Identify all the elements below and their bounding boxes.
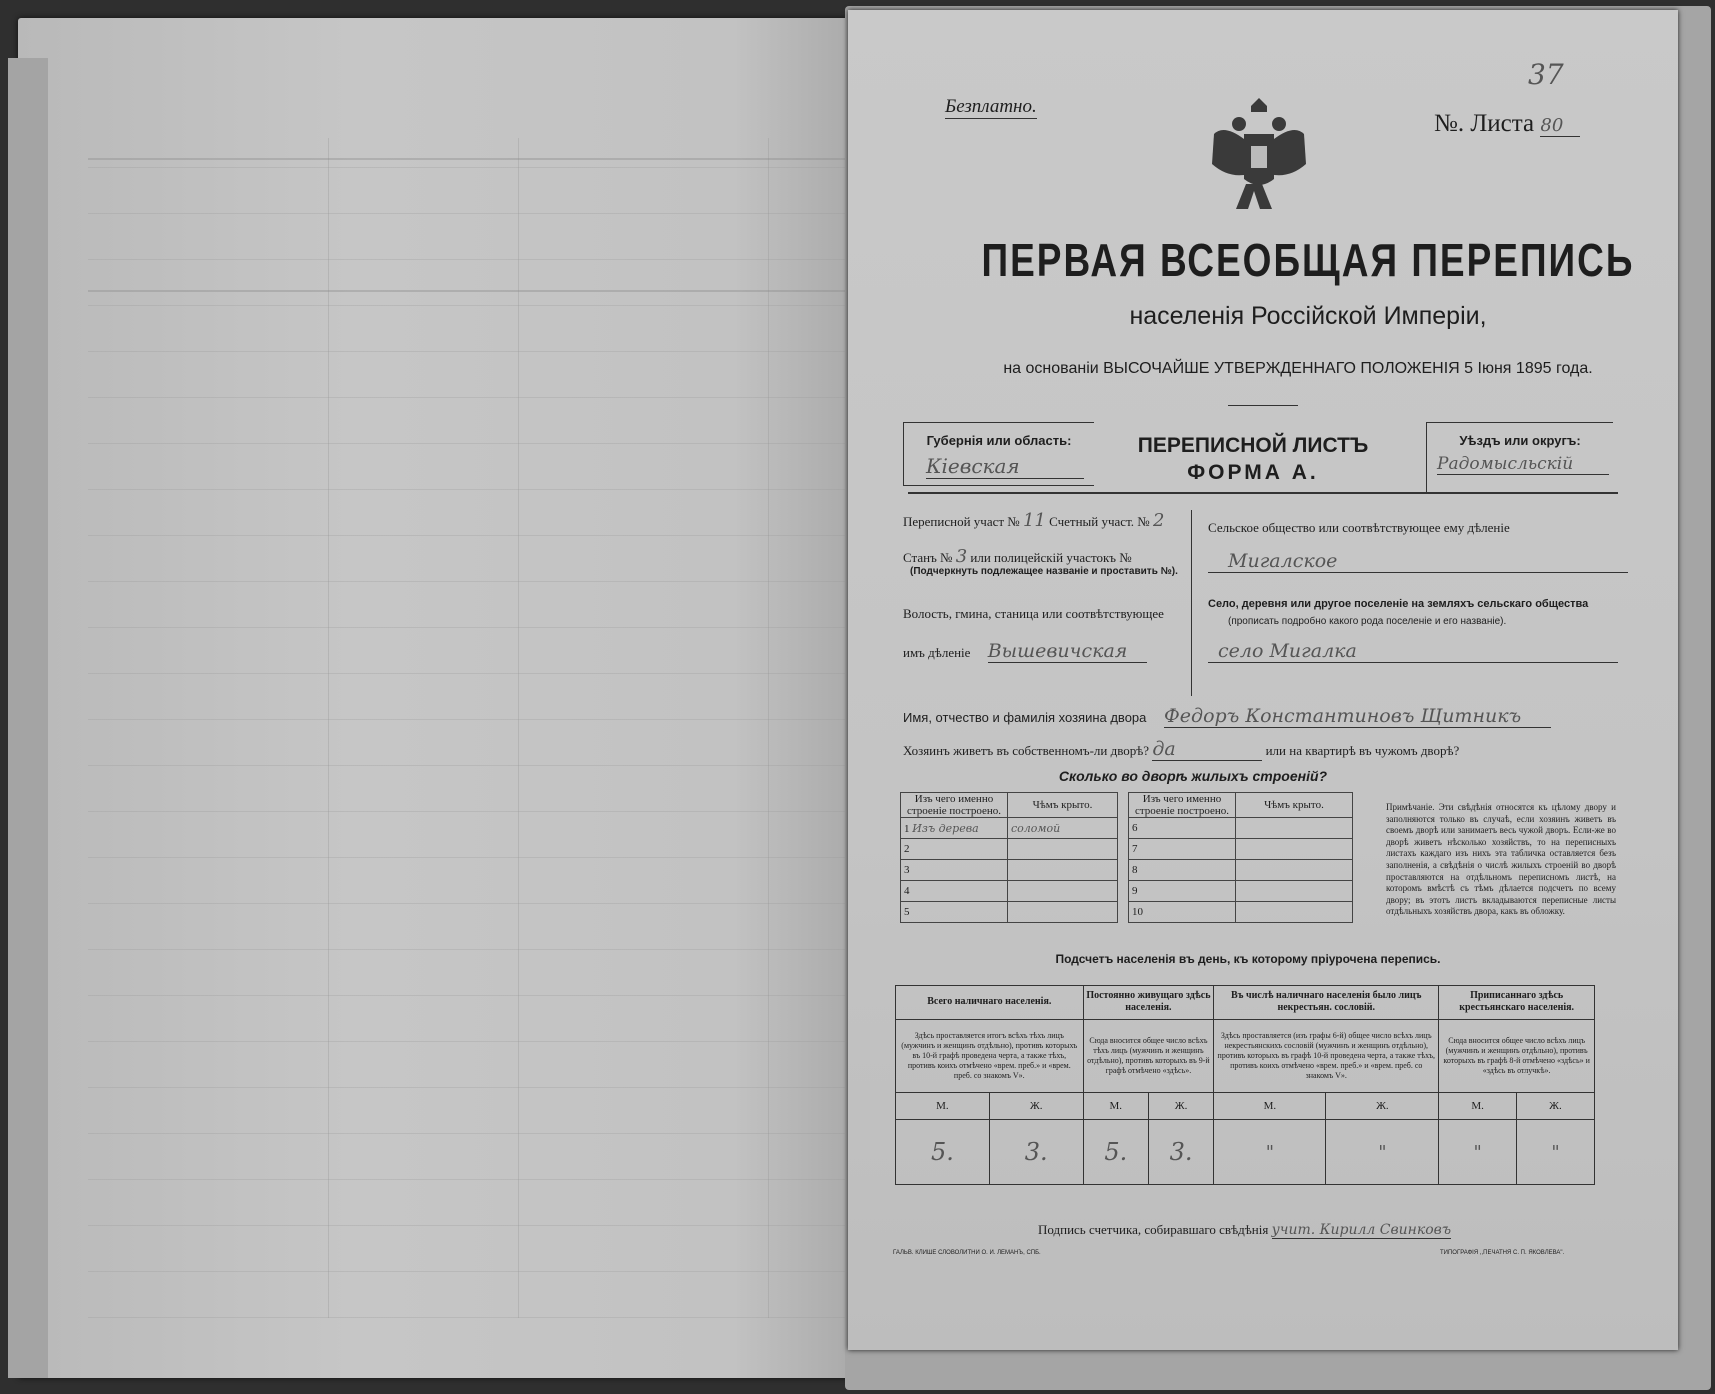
province-box [903, 422, 1094, 486]
count-value: " [1214, 1120, 1326, 1185]
table-row: 8 [1129, 860, 1353, 881]
table-row: 9 [1129, 881, 1353, 902]
roof-header: Чѣмъ крыто. [1008, 793, 1118, 818]
owner-line [903, 705, 1623, 727]
table-row: 7 [1129, 839, 1353, 860]
count-col-title: Въ числѣ наличнаго населенія было лицъ некрестьян. сословій. [1214, 986, 1439, 1020]
count-col-desc: Здѣсь проставляется (изъ графы 6-й) общее число всѣхъ лицъ некрестьянскихъ сословій (мужчинъ и женщинъ отдѣльно), противъ которыхъ въ графѣ 10-й проведена черта, а также тѣхъ, противъ коихъ отмѣчено «врем. преб.» и «врем. преб. со знакомъ V». [1214, 1019, 1439, 1092]
bleed-through-grid [88, 138, 858, 1318]
own-house-label: Хозяинъ живетъ въ собственномъ-ли дворѣ? [903, 743, 1150, 758]
page-stack-edge [8, 58, 48, 1378]
male-header: М. [1439, 1092, 1517, 1119]
volost-line [903, 640, 1233, 662]
form-type-title: ПЕРЕПИСНОЙ ЛИСТЪ [1137, 434, 1369, 457]
census-area-line [903, 510, 1223, 531]
form-title: ПЕРВАЯ ВСЕОБЩАЯ ПЕРЕПИСЬ [981, 234, 1635, 286]
roof-header: Чѣмъ крыто. [1236, 793, 1353, 818]
footer-right: ТИПОГРАФІЯ ,,ПЕЧАТНЯ С. П. ЯКОВЛЕВА". [1440, 1250, 1565, 1256]
own-house-value: да [1152, 738, 1262, 761]
signature-line [1038, 1222, 1598, 1238]
count-value: " [1516, 1120, 1594, 1185]
buildings-table-left [900, 792, 1118, 923]
district-box [1426, 422, 1613, 494]
counting-area-value: 2 [1152, 510, 1165, 531]
female-header: Ж. [1516, 1092, 1594, 1119]
own-house-line [903, 738, 1623, 761]
material-header: Изъ чего именно строеніе построено. [1129, 793, 1236, 818]
female-header: Ж. [989, 1092, 1083, 1119]
signature-value: учит. Кирилл Свинковъ [1271, 1222, 1452, 1238]
male-header: М. [896, 1092, 990, 1119]
stan-note: (Подчеркнуть подлежащее названіе и проставить №). [910, 566, 1178, 577]
material-header: Изъ чего именно строеніе построено. [901, 793, 1008, 818]
sheet-number-value: 80 [1540, 115, 1580, 137]
free-label: Безплатно. [945, 96, 1037, 117]
owner-value: Федоръ Константиновъ Щитникъ [1164, 705, 1551, 728]
count-title: Подсчетъ населенія въ день, къ которому пріурочена перепись. [1055, 952, 1441, 966]
table-row: 5 [901, 902, 1118, 923]
form-type-letter: ФОРМА А. [1187, 461, 1319, 484]
male-header: М. [1083, 1092, 1148, 1119]
census-area-value: 11 [1022, 510, 1046, 531]
volost-label-1: Волость, гмина, станица или соотвѣтствующее [903, 606, 1164, 621]
header-rule [908, 492, 1618, 494]
owner-label: Имя, отчество и фамилія хозяина двора [903, 710, 1147, 725]
table-row: 1 Изъ дерева соломой [901, 818, 1118, 839]
province-label: Губернія или область: [926, 433, 1072, 448]
own-house-alt: или на квартирѣ въ чужомъ дворѣ? [1265, 743, 1460, 758]
count-value: " [1439, 1120, 1517, 1185]
count-col-desc: Здѣсь проставляется итогъ всѣхъ тѣхъ лицъ (мужчинъ и женщинъ отдѣльно), противъ которыхъ въ 10-й графѣ проведена черта, а также тѣхъ, противъ коихъ отмѣчено «врем. преб.» и «врем. преб. со знакомъ V». [896, 1019, 1084, 1092]
buildings-title: Сколько во дворѣ жилыхъ строеній? [1058, 768, 1328, 784]
divider [1228, 405, 1298, 406]
sheet-number-label: №. Листа [1434, 110, 1535, 137]
table-row: 6 [1129, 818, 1353, 839]
male-header: М. [1214, 1092, 1326, 1119]
volost-label-2: имъ дѣленіе [903, 645, 971, 660]
count-value: 5. [1083, 1120, 1148, 1185]
stan-rest: или полицейскій участокъ № [970, 550, 1132, 565]
count-value: " [1326, 1120, 1439, 1185]
count-col-title: Всего наличнаго населенія. [896, 986, 1084, 1020]
form-basis: на основаніи ВЫСОЧАЙШЕ УТВЕРЖДЕННАГО ПОЛОЖЕНІЯ 5 Іюня 1895 года. [1003, 360, 1593, 377]
census-area-label: Переписной участ № [903, 514, 1020, 529]
count-value: 5. [896, 1120, 990, 1185]
count-col-desc: Сюда вносится общее число всѣхъ лицъ (мужчинъ и женщинъ отдѣльно), противъ которыхъ въ графѣ 8-й отмѣчено «здѣсь» и «здѣсь въ отлучкѣ». [1439, 1019, 1595, 1092]
rural-society-label: Сельское общество или соотвѣтствующее ему дѣленіе [1208, 520, 1510, 535]
volost-value: Вышевичская [988, 640, 1148, 663]
province-value: Кіевская [926, 454, 1084, 479]
district-label: Уѣздъ или округъ: [1459, 433, 1581, 448]
vertical-divider [1191, 510, 1192, 696]
count-col-title: Постоянно живущаго здѣсь населенія. [1083, 986, 1214, 1020]
footer-left: ГАЛЬВ. КЛИШЕ СЛОВОЛИТНИ О. И. ЛЕМАНЪ, СПБ. [893, 1250, 1041, 1256]
bleed-through-header [88, 158, 858, 292]
counting-area-label: Счетный участ. № [1049, 514, 1150, 529]
sheet-number [1434, 110, 1580, 138]
form-subtitle: населенія Россійской Имперіи, [1129, 302, 1487, 330]
double-headed-eagle-emblem [1204, 94, 1314, 224]
population-count-table [895, 985, 1595, 1185]
stan-line [903, 546, 1233, 567]
left-page [18, 18, 860, 1378]
village-label: Село, деревня или другое поселеніе на земляхъ сельскаго общества [1208, 598, 1589, 610]
page-number: 37 [1528, 58, 1564, 91]
table-row: 10 [1129, 902, 1353, 923]
buildings-note: Примѣчаніе. Эти свѣдѣнія относятся къ цѣлому двору и заполняются только въ случаѣ, если хозяинъ живетъ въ своемъ дворѣ или занимаетъ весь чужой дворъ. Если-же во дворѣ живетъ нѣсколько хозяйствъ, то на переписныхъ листахъ каждаго изъ нихъ эта табличка оставляется безъ заполненія, а свѣдѣнія о числѣ жилыхъ строеній во дворѣ проставляются на отдѣльномъ переписномъ листѣ, на которомъ вмѣстѣ съ тѣмъ дѣлается подсчетъ по всему двору; въ этотъ листъ вкладываются переписные листы отдѣльныхъ хозяйствъ двора, какъ въ обложку. [1386, 802, 1616, 917]
census-form-page [848, 10, 1678, 1350]
buildings-table-right [1128, 792, 1353, 923]
village-value: село Мигалка [1208, 640, 1618, 663]
count-value: 3. [989, 1120, 1083, 1185]
female-header: Ж. [1326, 1092, 1439, 1119]
village-note: (прописать подробно какого рода поселеніе и его названіе). [1228, 616, 1507, 627]
table-row: 2 [901, 839, 1118, 860]
table-row: 4 [901, 881, 1118, 902]
signature-label: Подпись счетчика, собиравшаго свѣдѣнія [1038, 1222, 1269, 1237]
stan-label: Станъ № [903, 550, 953, 565]
count-value: 3. [1148, 1120, 1213, 1185]
stan-value: 3 [955, 546, 968, 567]
form-type-block [1093, 432, 1413, 486]
female-header: Ж. [1148, 1092, 1213, 1119]
count-col-title: Приписаннаго здѣсь крестьянскаго населенія. [1439, 986, 1595, 1020]
rural-society-value: Мигалское [1208, 550, 1628, 573]
district-value: Радомысльскій [1437, 454, 1609, 475]
count-col-desc: Сюда вносится общее число всѣхъ тѣхъ лицъ (мужчинъ и женщинъ отдѣльно), противъ которыхъ въ 9-й графѣ отмѣчено «здѣсь». [1083, 1019, 1214, 1092]
table-row: 3 [901, 860, 1118, 881]
